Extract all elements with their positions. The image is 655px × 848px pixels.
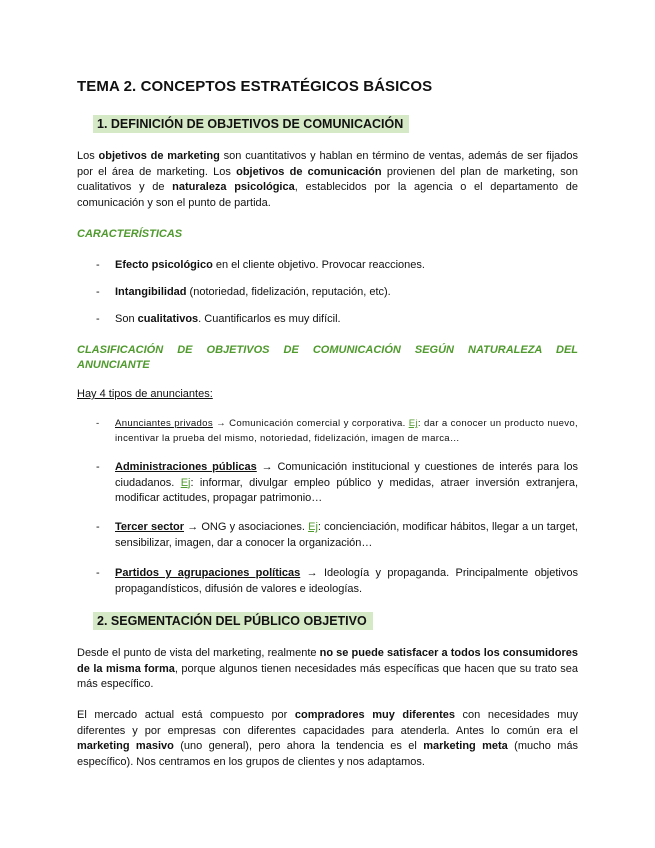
segmentation-paragraph-2: El mercado actual está compuesto por compradores muy diferentes con necesidades muy diferentes y por empresas con diferentes capacidades para atenderla. Antes lo común era el marketing masivo (uno general), pero ahora la tendencia es el marketing meta (mucho más específico). Nos centramos en los grupos de clientes y nos adaptamos.	[77, 709, 579, 768]
objectives-intro-paragraph: Los objetivos de marketing son cuantitativos y hablan en término de ventas, además de ser fijados por el área de marketing. Los objetivos de comunicación provienen del plan de marketing, son cualitativos y de naturaleza psicológica, establecidos por la agencia o el departamento de comunicación y son el punto de partida.	[77, 150, 579, 209]
list-item: - Efecto psicológico en el cliente objetivo. Provocar reacciones.	[96, 259, 425, 271]
advertiser-item-private: - Anunciantes privados → Comunicación comercial y corporativa. Ej: dar a conocer un producto nuevo, incentivar la prueba del mismo, notoriedad, fidelización, imagen de marca…	[96, 418, 578, 444]
list-item: - Son cualitativos. Cuantificarlos es muy difícil.	[96, 313, 341, 325]
list-item: - Intangibilidad (notoriedad, fidelización, reputación, etc).	[96, 286, 391, 298]
advertiser-item-third-sector: - Tercer sector → ONG y asociaciones. Ej: concienciación, modificar hábitos, llegar a un target, sensibilizar, imagen, dar a conocer la organización…	[96, 521, 578, 549]
characteristics-heading: CARACTERÍSTICAS	[77, 228, 183, 240]
advertiser-item-public: - Administraciones públicas → Comunicación institucional y cuestiones de interés para los ciudadanos. Ej: informar, divulgar empleo público y medidas, atraer inversión extranjera, modificar actitudes, propagar patrimonio…	[96, 461, 578, 504]
section-1-heading: 1. DEFINICIÓN DE OBJETIVOS DE COMUNICACIÓN	[93, 115, 409, 133]
segmentation-paragraph-1: Desde el punto de vista del marketing, realmente no se puede satisfacer a todos los consumidores de la misma forma, porque algunos tienen necesidades más específicas que hacen que su trato sea más específico.	[77, 647, 578, 690]
classification-heading-line-2: ANUNCIANTE	[77, 359, 150, 371]
advertiser-types-intro: Hay 4 tipos de anunciantes:	[77, 388, 213, 400]
advertiser-item-political: - Partidos y agrupaciones políticas → Ideología y propaganda. Principalmente objetivos propagandísticos, difusión de valores e ideologías.	[96, 567, 578, 595]
classification-heading-line-1: CLASIFICACIÓN DE OBJETIVOS DE COMUNICACIÓN SEGÚN NATURALEZA DEL	[77, 344, 578, 356]
page-title: TEMA 2. CONCEPTOS ESTRATÉGICOS BÁSICOS	[77, 78, 433, 95]
section-2-heading: 2. SEGMENTACIÓN DEL PÚBLICO OBJETIVO	[93, 612, 373, 630]
